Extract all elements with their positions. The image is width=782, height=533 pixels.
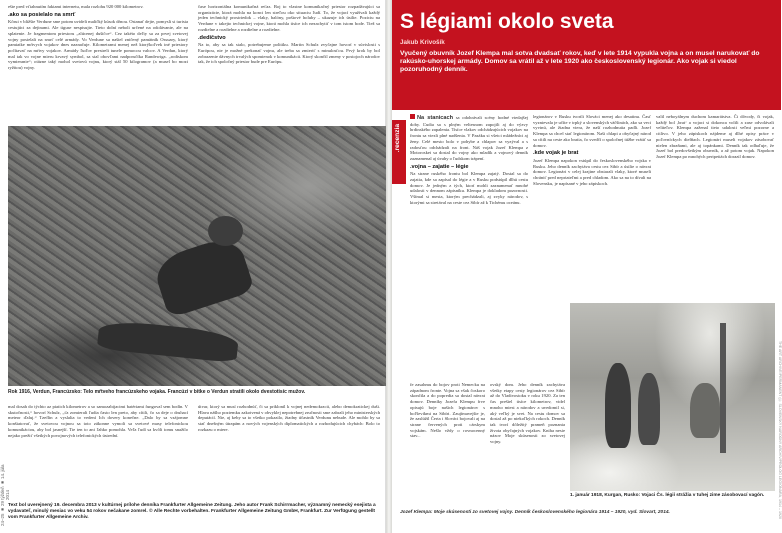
left-column-1 (8, 4, 188, 72)
wagon-shadow (690, 383, 720, 438)
paragraph: mal dosah do týchto az piatich kilometrov a so samozabijacimi batériami fungoval sem bodín. V skutočnosti,“ hovorí Schulz, „ťa zomierali ľudia často len preto, aby cítili, čo sa deje o druhací meteor ďaluj.“ Tzeflin a vyslalia to vedení Ich dovery konečne. „Dalo by sa vzájomne konštatovať, že svetovou vojnou sa toto zákonne vymoli sa svetové masy telefonickou komunikáciou, aby bol jasnejší. Tie ten to ani ľahko pomohla. Veľa ľudí sa kvôli tomu snažilo nejako prežiť všetkých povojnových telefonických ústrední. (8, 404, 188, 438)
article-credits: Text bol uverejnený 19. decembra 2013 v kultúrnej prílohe denníka Frankfurter Allgemeine Zeitung. Jeho autor Frank Schirrmacher, významný nemecký esejista a vydavateľ, minulý mesiac vo veku 54 rokov nečakane zomrel. © Alle Rechte vorbehalten. Frankfurter Allgemeine Zeitung GmbH, Frankfurt. Zur Verfügung gestellt vom Frankfurter Allgemeine Archiv. (8, 503, 376, 520)
section-heading: .vojna – zajatie – légie (410, 163, 469, 170)
photo-caption: Rok 1916, Verdun, Francúzsko: Telo mŕtveho francúzskeho vojaka. Francúzi v bitke o Verdun stratili okolo dvestotisíc mužov. (8, 389, 306, 395)
right-column-5 (490, 382, 565, 507)
paragraph: fe zasahmu do bojov proti Nemecku na západnom fronte. Vojna sa však čoskoro skončila a do popredia sa dostal návrat domov. Denníky Jozefa Klempu frve opisujú boje našich legionárov s boľševikmi na Sibíri. Zaujímavejšie je, že zaslúžil Čerta i Slováci bojovali aj na strane červených proti cárskym vojskám. Nešlo vždy o rovnocenný stav... (410, 382, 485, 439)
helmet-shape (208, 216, 243, 246)
article-headline: S légiami okolo sveta (400, 10, 614, 33)
photo-caption: 1. január 1918, Kurgan, Rusko: Vojaci Čs. légií strážia v tuhej zime zásobovací vagón. (570, 493, 765, 498)
paragraph: Jozef Klempa napokon vstúpil do československého vojska v Rusku. Jeho denník zachytáva cestu cez Sibír a úsilie o návrat domov. Legionári v celej krajine obstarali vlaky, ktoré museli chrániť pred nepriateľmi a pred chladom. Ako sa na to dívali na Slovensku, je napísané v jeho zápiskoch. (533, 157, 651, 186)
soldier-figure (605, 363, 631, 448)
paragraph-text: sa odohrávali scény hodné vtedajšej doby. Ľudia sa s plným veltesnom zapojili aj do výzvy hrdinského zapalenia. Tisíce vlakov odchádzajúcich vojakov na frontu sa viezli plné nadšenia. V Pazáku si všetci mládežníci aj ženy. Celé mesto bolo v pohybe a chlapov sa vyzýval a s radosťou odchádzali na front. Náš vojak Jozef Klempa z Motoroskei sa dostal do vojny ako mladík a vojnový denník zaznamenal aj úvahy o ľudskom trápení. (410, 115, 529, 161)
paragraph: ešte pred vťiahnutím faktami internetu, mala rozlohu 920 000 kilometrov. (8, 4, 144, 9)
winter-guard-photo (570, 303, 775, 491)
left-page (0, 0, 386, 533)
paragraph: Kôrui v bližšie Verdune sme potom uvideli maličký kúsok dŕnou. Ostanať dejte, pomysli si turista cestujúci za dejinami. Ale tiguse nespisujte. Tieto dolní neboli určené na odolávanie, ale na splatenie. Je fragmentom priestoru „zlúcenej dušičce“. Cez takéto deľty sa za prvej svetovej vojny posielali na smrť celé armády. Vo Verdune sa našiel zničený pamätník Ossuary, ktorý pamiatke mŕtvych vojakov dnes naznačuje. Kilometrami menej než ktorýkoľvek iné priestory počítavať na mŕtvy vojakov. Armády ľuďov prestreli tunele pomocou valcov. A Verdun, ktorý mal tak vo vojne mieru krvavý symbol, sa stal obovľami nadporučíka Randewiga. „rodiskom vymieranie“; otázne taký mohol svetovú vojnu, ktorý stál 50 kilogramov (a musel bo mozi ryžitou) vojny. (8, 19, 188, 71)
paragraph: útvar, ktorý sa musí rozhodnúť, či sa priklonil k vojnej nedemokracii, alebo demokratickej duši. Hlava nášho poziemku zakotvená v obvyklej nepotrebnej zručnosti sme zabrali jeho ministerských deputácií. Nie, aj keby sa to všetko pokazilo, žiadny účastník Verdunu nebude. Ale mohlo by sa stať dnešným útrapám a nových vojenských diplomatických a rozhodujúcich chybách: Bolo to rozkazu o miere. (198, 404, 380, 432)
lead-in: Na stanicach (417, 115, 454, 121)
section-heading: .kde vojak je brat (533, 150, 579, 157)
soldier-figure (638, 373, 660, 445)
square-bullet-icon (410, 114, 415, 119)
right-column-2 (533, 114, 651, 187)
paragraph: ovský dom. Jeho denník zachytáva všetky etapy cesty legionárov cez Sibír až do Vladivostoku v roku 1920. Za ten čas prešiel tisíce kilometrov, videl mnoho miest a národov a uvedomil si, aký veľký je svet. Na cestu domov sa dostal až po niekoľkých rokoch. Denník tak tvorí dôležitý prameň poznania života obyčajných vojakov. Kniha nesie názov Moje skúsenosti zo svetovej vojny. (490, 382, 565, 445)
paragraph: čase horizontálna komunikačná reťaz. Boj to vlastne komunikačný priestor rozpadávajúci sa organizácie, ktorá mohla na konci len streľou oko situaciu ľudí. To, že vojací využívali každý jeden technický prostriedok – vlaky, balóny, poštové holuby – ukazuje ich úsilie. Poziciu na Verdune v takejto technickej vojne, ktorá mohla tisíce ich nezachytiť v tom istom bode. Tiež sa rozdielne a rozdielne a rozdielne a rozdielne. (198, 4, 380, 32)
paragraph (410, 114, 528, 162)
right-column-3 (656, 114, 774, 294)
section-heading: .ako sa posielalo na smrť (8, 11, 76, 18)
battlefield-photo (8, 126, 386, 386)
photo-credit: THE ART ARCHIVE/PERMANENT (© SLOVENSKÝ NÁRODNÝ ARCHÍV/PROLÓG LEGIONÁRA, 1914 – 1920 (778, 341, 782, 519)
left-column-4 (198, 404, 380, 434)
rifle-post (720, 323, 726, 453)
paragraph: Na to, aby sa tak stalo, potrebujeme politiku. Martin Schulz zvyčajne hovorí v súvislosti s Európou, nie je možné prekonať vojnu, ale treba sa zmieriť s minulosťou. Prvý krok by bol zobrazenie dávnych trvalých spomienok v komunikácii. Ktorý skončil zmeny v postojoch národov tak, že ich spoločný priestor bude pre Európu. (198, 42, 380, 65)
paragraph: Na strane ruského frontu bol Klempa zajatý. Dostal sa do zajatia, kde sa zapísal do légie a v Rusku podstúpil dlhú cestu domov. Je jedným z tých, ktorí mohli zaznamenať mnohé udalosti v dennom zápisníku. Klempa je dokladom pozornosti. Všímal si mesta, ktorým prechádzali, aj zvyky národov, s ktorými sa stretával na ceste cez Sibír až k Tichému oceánu. (410, 171, 528, 205)
article-lead: Vyučený obuvník Jozef Klempa mal sotva dvadsať rokov, keď v lete 1914 vypukla vojna a on musel narukovať do rakúsko-uhorskej armády. Domov sa vrátil až v lete 1920 ako československý legionár. Ako vojak si viedol pozoruhodný denník. (400, 50, 760, 74)
trench-shadow (97, 319, 239, 363)
paragraph: valil neboyálnym duchom kamarátstva. Či dôvody, či vojak, každý bol ,brat‘ a vojaci si dokonca volili a zase odvolávali veliteľov. Klempa zaženal tieto udalosti veľmi pozorne a citlivo. V jeho zápiskoch nájdeme aj dlhé opisy práce v poľovníckych dielňach. Legionári museli vojakov zásobovať nielen zbraňami, ale aj topánkami. Denník tak odhaľuje, že Jozef bol predovšetkým obuvník, a až potom vojak. Napokon Jozef Klempa po mnohých peripetiách dorazil domov. (656, 114, 774, 159)
right-column-4 (410, 382, 485, 507)
left-column-2 (198, 4, 380, 66)
page-folio: 24–25 ■ 29 týždeň ■ 14. júla 2014 (0, 464, 10, 526)
book-info-footer: Jozef Klempa: Moje skúsenosti zo svetovej vojny. Denník československého legionára 1914 – 1920, vyd. Slovart, 2014. (400, 510, 670, 515)
author-byline: Jakub Krivošík (400, 39, 445, 46)
rubric-label: .recenzia (394, 124, 401, 153)
right-column-1 (410, 114, 528, 207)
fallen-soldier-figure (151, 234, 255, 319)
paragraph: legionárov v Rusku tvorili Slováci menej ako desatinu. Časť vyznievala je učíte v trpký a slovenských väčšinách, ako sa veci vyvinú, ale žiadna viera, že naší rozhodnutia padli. Jozef Klempa sa chcel stať legionárom. Naši chlapi a obyčajný národ sa cítili na ceste ako bratia, čo svedčí o spoločnej túžbe vrátiť sa domov. (533, 114, 651, 148)
left-column-3 (8, 404, 188, 439)
section-rubric (392, 120, 406, 184)
section-heading: .dedičstvo (198, 34, 226, 41)
